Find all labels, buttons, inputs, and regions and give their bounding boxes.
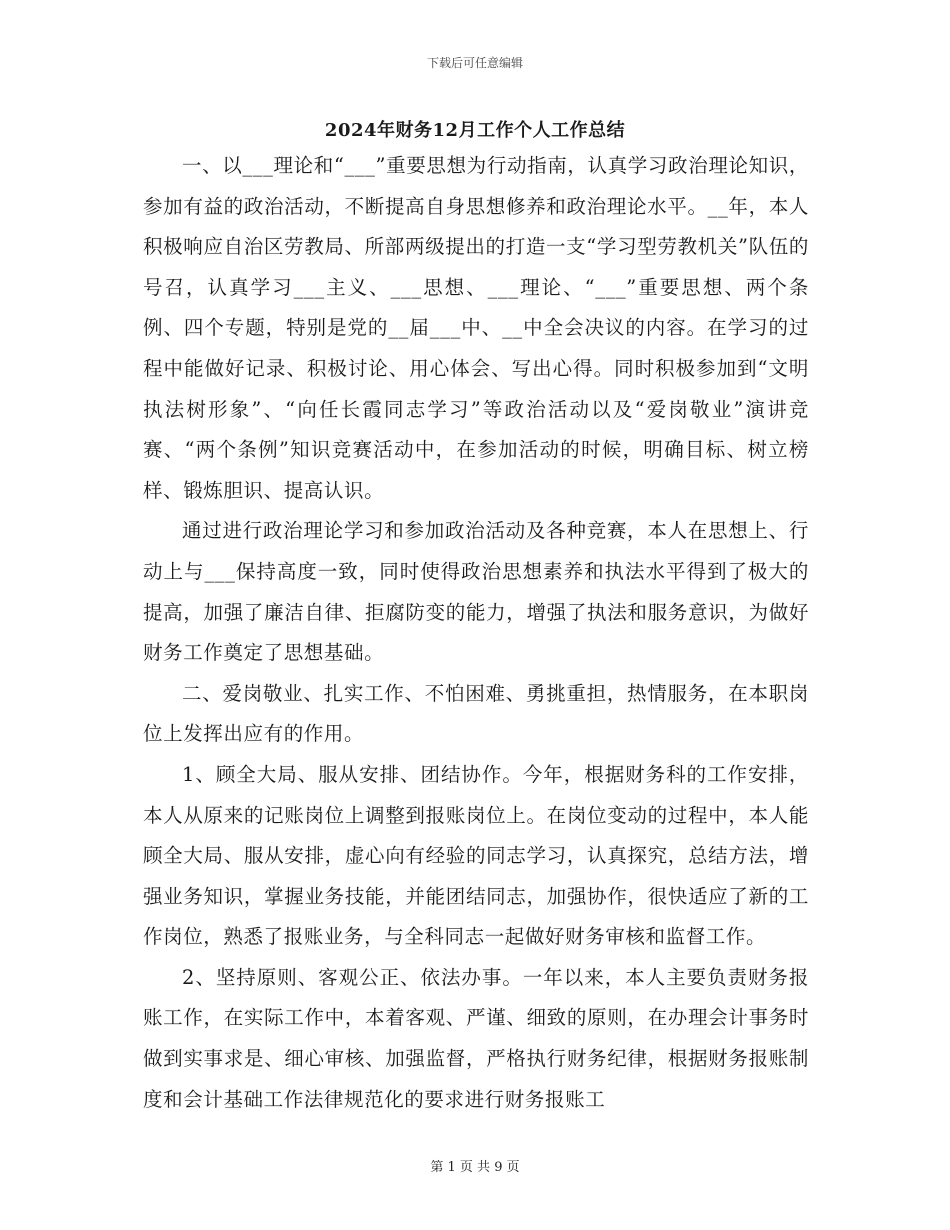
paragraph-political-study: 一、以___理论和“___”重要思想为行动指南，认真学习政治理论知识，参加有益的政治活动，不断提高自身思想修养和政治理论水平。__年，本人积极响应自治区劳教局、所部两级提出的打造一支“学习型劳教机关”队伍的号召，认真学习___主义、___思想、___理论、“___”重要思想、两个条例、四个专题，特别是党的__届___中、__中全会决议的内容。在学习的过程中能做好记录、积极讨论、用心体会、写出心得。同时积极参加到“文明执法树形象”、“向任长霞同志学习”等政治活动以及“爱岗敬业”演讲竞赛、“两个条例”知识竞赛活动中，在参加活动的时候，明确目标、树立榜样、锻炼胆识、提高认识。 [143,154,809,502]
paragraph-section-two-heading: 二、爱岗敬业、扎实工作、不怕困难、勇挑重担，热情服务，在本职岗位上发挥出应有的作用。 [143,681,809,746]
header-note: 下载后可任意编辑 [426,56,523,70]
page-footer: 第 1 页 共 9 页 [430,1160,520,1175]
paragraph-item-two: 2、坚持原则、客观公正、依法办事。一年以来，本人主要负责财务报账工作，在实际工作中，本着客观、严谨、细致的原则，在办理会计事务时做到实事求是、细心审核、加强监督，严格执行财务纪律，根据财务报账制度和会计基础工作法律规范化的要求进行财务报账工 [143,965,809,1111]
paragraph-study-results: 通过进行政治理论学习和参加政治活动及各种竞赛，本人在思想上、行动上与___保持高度一致，同时使得政治思想素养和执法水平得到了极大的提高，加强了廉洁自律、拒腐防变的能力，增强了执法和服务意识，为做好财务工作奠定了思想基础。 [143,519,809,665]
paragraph-item-one: 1、顾全大局、服从安排、团结协作。今年，根据财务科的工作安排，本人从原来的记账岗位上调整到报账岗位上。在岗位变动的过程中，本人能顾全大局、服从安排，虚心向有经验的同志学习，认真探究，总结方法，增强业务知识，掌握业务技能，并能团结同志，加强协作，很快适应了新的工作岗位，熟悉了报账业务，与全科同志一起做好财务审核和监督工作。 [143,762,809,949]
document-body [143,146,809,1120]
document-title: 2024年财务12月工作个人工作总结 [324,120,626,141]
